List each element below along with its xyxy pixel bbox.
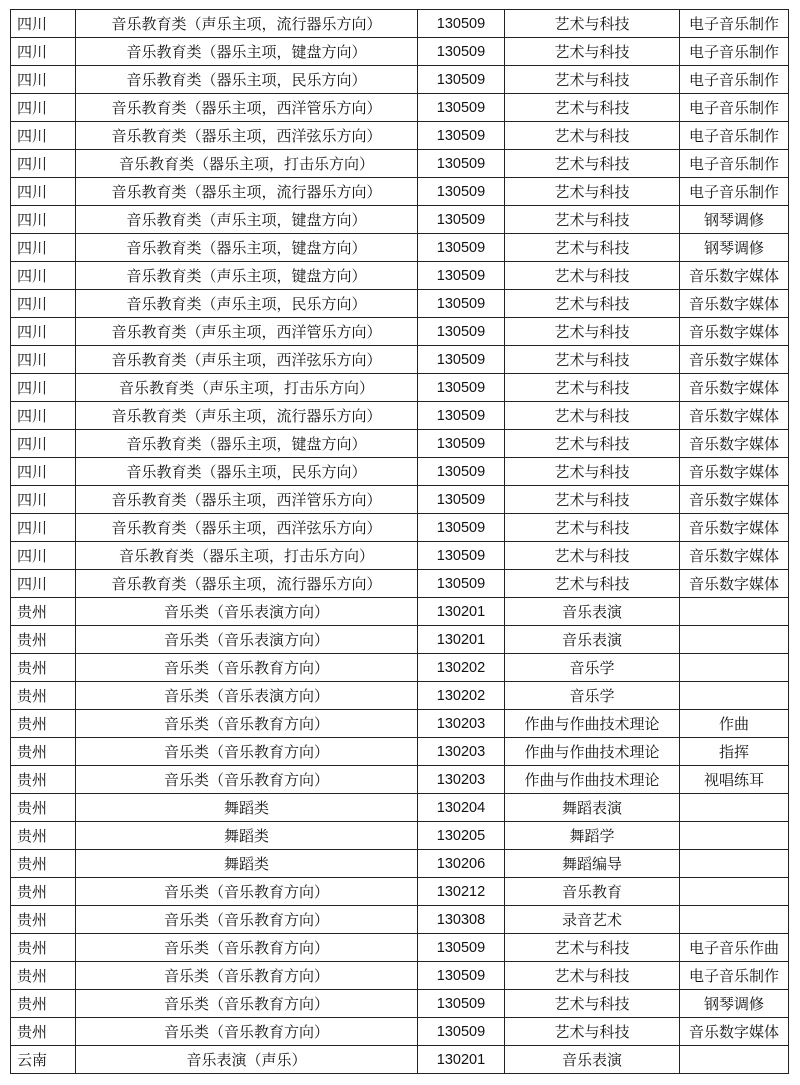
province-cell: 四川 <box>11 122 76 150</box>
province-cell: 四川 <box>11 38 76 66</box>
major-cell: 艺术与科技 <box>505 514 680 542</box>
table-row <box>11 738 789 766</box>
table-row <box>11 794 789 822</box>
table-row <box>11 66 789 94</box>
category-cell: 音乐类（音乐教育方向） <box>76 990 418 1018</box>
province-cell: 贵州 <box>11 710 76 738</box>
province-cell: 贵州 <box>11 850 76 878</box>
code-cell: 130509 <box>418 374 505 402</box>
code-cell: 130509 <box>418 514 505 542</box>
direction-cell: 视唱练耳 <box>680 766 789 794</box>
code-cell: 130509 <box>418 150 505 178</box>
province-cell: 贵州 <box>11 822 76 850</box>
category-cell: 音乐教育类（声乐主项，西洋弦乐方向） <box>76 346 418 374</box>
major-cell: 艺术与科技 <box>505 542 680 570</box>
table-row <box>11 318 789 346</box>
table-row <box>11 822 789 850</box>
table-row <box>11 570 789 598</box>
table-row <box>11 10 789 38</box>
table-row <box>11 234 789 262</box>
category-cell: 音乐教育类（器乐主项，打击乐方向） <box>76 542 418 570</box>
code-cell: 130509 <box>418 402 505 430</box>
table-row <box>11 290 789 318</box>
major-cell: 艺术与科技 <box>505 122 680 150</box>
major-cell: 作曲与作曲技术理论 <box>505 766 680 794</box>
category-cell: 音乐教育类（声乐主项，键盘方向） <box>76 262 418 290</box>
code-cell: 130203 <box>418 766 505 794</box>
category-cell: 音乐教育类（声乐主项，民乐方向） <box>76 290 418 318</box>
province-cell: 贵州 <box>11 794 76 822</box>
province-cell: 四川 <box>11 374 76 402</box>
code-cell: 130203 <box>418 710 505 738</box>
province-cell: 贵州 <box>11 738 76 766</box>
table-row <box>11 766 789 794</box>
code-cell: 130201 <box>418 1046 505 1074</box>
code-cell: 130509 <box>418 122 505 150</box>
province-cell: 四川 <box>11 542 76 570</box>
category-cell: 音乐教育类（器乐主项，民乐方向） <box>76 458 418 486</box>
major-cell: 作曲与作曲技术理论 <box>505 738 680 766</box>
direction-cell <box>680 822 789 850</box>
code-cell: 130212 <box>418 878 505 906</box>
code-cell: 130509 <box>418 38 505 66</box>
major-cell: 艺术与科技 <box>505 94 680 122</box>
major-cell: 艺术与科技 <box>505 570 680 598</box>
major-cell: 艺术与科技 <box>505 150 680 178</box>
direction-cell: 音乐数字媒体 <box>680 514 789 542</box>
category-cell: 音乐类（音乐教育方向） <box>76 738 418 766</box>
category-cell: 音乐类（音乐教育方向） <box>76 906 418 934</box>
table-row <box>11 598 789 626</box>
province-cell: 贵州 <box>11 962 76 990</box>
major-cell: 艺术与科技 <box>505 66 680 94</box>
province-cell: 贵州 <box>11 1018 76 1046</box>
category-cell: 音乐教育类（器乐主项，西洋弦乐方向） <box>76 122 418 150</box>
category-cell: 舞蹈类 <box>76 794 418 822</box>
direction-cell: 音乐数字媒体 <box>680 402 789 430</box>
table-row <box>11 206 789 234</box>
major-cell: 艺术与科技 <box>505 38 680 66</box>
direction-cell: 电子音乐制作 <box>680 38 789 66</box>
direction-cell: 音乐数字媒体 <box>680 262 789 290</box>
code-cell: 130201 <box>418 626 505 654</box>
code-cell: 130509 <box>418 486 505 514</box>
category-cell: 音乐教育类（声乐主项，流行器乐方向） <box>76 402 418 430</box>
code-cell: 130509 <box>418 66 505 94</box>
direction-cell: 电子音乐制作 <box>680 10 789 38</box>
table-row <box>11 710 789 738</box>
major-cell: 作曲与作曲技术理论 <box>505 710 680 738</box>
direction-cell: 指挥 <box>680 738 789 766</box>
province-cell: 四川 <box>11 10 76 38</box>
category-cell: 音乐类（音乐教育方向） <box>76 710 418 738</box>
category-cell: 音乐类（音乐教育方向） <box>76 1018 418 1046</box>
direction-cell: 音乐数字媒体 <box>680 570 789 598</box>
admissions-table <box>10 9 789 1074</box>
direction-cell <box>680 906 789 934</box>
code-cell: 130509 <box>418 934 505 962</box>
direction-cell: 音乐数字媒体 <box>680 486 789 514</box>
direction-cell: 电子音乐制作 <box>680 66 789 94</box>
direction-cell: 音乐数字媒体 <box>680 430 789 458</box>
major-cell: 录音艺术 <box>505 906 680 934</box>
category-cell: 音乐类（音乐教育方向） <box>76 878 418 906</box>
province-cell: 贵州 <box>11 766 76 794</box>
category-cell: 音乐表演（声乐） <box>76 1046 418 1074</box>
direction-cell <box>680 1046 789 1074</box>
table-row <box>11 514 789 542</box>
table-row <box>11 906 789 934</box>
major-cell: 艺术与科技 <box>505 10 680 38</box>
category-cell: 舞蹈类 <box>76 822 418 850</box>
province-cell: 四川 <box>11 402 76 430</box>
province-cell: 四川 <box>11 346 76 374</box>
province-cell: 四川 <box>11 150 76 178</box>
category-cell: 音乐教育类（器乐主项，民乐方向） <box>76 66 418 94</box>
major-cell: 艺术与科技 <box>505 990 680 1018</box>
province-cell: 四川 <box>11 570 76 598</box>
table-row <box>11 346 789 374</box>
major-cell: 舞蹈学 <box>505 822 680 850</box>
direction-cell: 音乐数字媒体 <box>680 458 789 486</box>
direction-cell: 电子音乐制作 <box>680 150 789 178</box>
direction-cell: 音乐数字媒体 <box>680 374 789 402</box>
major-cell: 音乐学 <box>505 654 680 682</box>
category-cell: 音乐类（音乐表演方向） <box>76 598 418 626</box>
major-cell: 艺术与科技 <box>505 962 680 990</box>
code-cell: 130509 <box>418 10 505 38</box>
code-cell: 130509 <box>418 178 505 206</box>
table-row <box>11 934 789 962</box>
province-cell: 四川 <box>11 262 76 290</box>
province-cell: 贵州 <box>11 878 76 906</box>
province-cell: 四川 <box>11 430 76 458</box>
province-cell: 四川 <box>11 66 76 94</box>
major-cell: 音乐表演 <box>505 626 680 654</box>
code-cell: 130509 <box>418 962 505 990</box>
direction-cell: 音乐数字媒体 <box>680 1018 789 1046</box>
major-cell: 音乐表演 <box>505 1046 680 1074</box>
category-cell: 音乐教育类（器乐主项，西洋弦乐方向） <box>76 514 418 542</box>
code-cell: 130205 <box>418 822 505 850</box>
province-cell: 云南 <box>11 1046 76 1074</box>
province-cell: 四川 <box>11 290 76 318</box>
code-cell: 130509 <box>418 290 505 318</box>
table-row <box>11 430 789 458</box>
direction-cell <box>680 850 789 878</box>
code-cell: 130202 <box>418 654 505 682</box>
direction-cell: 电子音乐制作 <box>680 94 789 122</box>
code-cell: 130509 <box>418 346 505 374</box>
major-cell: 艺术与科技 <box>505 262 680 290</box>
direction-cell: 音乐数字媒体 <box>680 542 789 570</box>
major-cell: 艺术与科技 <box>505 486 680 514</box>
major-cell: 艺术与科技 <box>505 234 680 262</box>
category-cell: 音乐教育类（声乐主项，键盘方向） <box>76 206 418 234</box>
table-row <box>11 626 789 654</box>
direction-cell: 电子音乐制作 <box>680 122 789 150</box>
direction-cell <box>680 654 789 682</box>
table-row <box>11 654 789 682</box>
major-cell: 艺术与科技 <box>505 934 680 962</box>
province-cell: 贵州 <box>11 598 76 626</box>
table-row <box>11 990 789 1018</box>
code-cell: 130509 <box>418 990 505 1018</box>
category-cell: 音乐教育类（器乐主项，西洋管乐方向） <box>76 94 418 122</box>
table-row <box>11 486 789 514</box>
table-row <box>11 402 789 430</box>
code-cell: 130202 <box>418 682 505 710</box>
major-cell: 舞蹈表演 <box>505 794 680 822</box>
direction-cell <box>680 598 789 626</box>
code-cell: 130509 <box>418 458 505 486</box>
province-cell: 四川 <box>11 514 76 542</box>
code-cell: 130308 <box>418 906 505 934</box>
code-cell: 130509 <box>418 542 505 570</box>
major-cell: 艺术与科技 <box>505 458 680 486</box>
province-cell: 四川 <box>11 94 76 122</box>
category-cell: 音乐教育类（器乐主项，键盘方向） <box>76 430 418 458</box>
category-cell: 音乐类（音乐表演方向） <box>76 626 418 654</box>
category-cell: 音乐类（音乐表演方向） <box>76 682 418 710</box>
province-cell: 贵州 <box>11 654 76 682</box>
direction-cell <box>680 682 789 710</box>
major-cell: 舞蹈编导 <box>505 850 680 878</box>
code-cell: 130201 <box>418 598 505 626</box>
code-cell: 130509 <box>418 430 505 458</box>
code-cell: 130509 <box>418 94 505 122</box>
major-cell: 音乐教育 <box>505 878 680 906</box>
category-cell: 音乐类（音乐教育方向） <box>76 654 418 682</box>
province-cell: 四川 <box>11 318 76 346</box>
table-row <box>11 150 789 178</box>
table-row <box>11 38 789 66</box>
table-row <box>11 122 789 150</box>
province-cell: 四川 <box>11 486 76 514</box>
table-row <box>11 94 789 122</box>
major-cell: 艺术与科技 <box>505 318 680 346</box>
major-cell: 艺术与科技 <box>505 374 680 402</box>
direction-cell <box>680 794 789 822</box>
direction-cell: 作曲 <box>680 710 789 738</box>
direction-cell: 电子音乐制作 <box>680 962 789 990</box>
direction-cell: 电子音乐制作 <box>680 178 789 206</box>
category-cell: 音乐类（音乐教育方向） <box>76 962 418 990</box>
category-cell: 音乐教育类（声乐主项，打击乐方向） <box>76 374 418 402</box>
province-cell: 贵州 <box>11 934 76 962</box>
direction-cell: 音乐数字媒体 <box>680 346 789 374</box>
table-row <box>11 962 789 990</box>
code-cell: 130509 <box>418 1018 505 1046</box>
table-body <box>11 10 789 1074</box>
category-cell: 音乐教育类（器乐主项，西洋管乐方向） <box>76 486 418 514</box>
province-cell: 贵州 <box>11 990 76 1018</box>
table-row <box>11 850 789 878</box>
category-cell: 音乐教育类（器乐主项，打击乐方向） <box>76 150 418 178</box>
code-cell: 130204 <box>418 794 505 822</box>
table-row <box>11 1046 789 1074</box>
category-cell: 舞蹈类 <box>76 850 418 878</box>
province-cell: 贵州 <box>11 906 76 934</box>
major-cell: 音乐表演 <box>505 598 680 626</box>
major-cell: 艺术与科技 <box>505 206 680 234</box>
table-row <box>11 262 789 290</box>
category-cell: 音乐类（音乐教育方向） <box>76 934 418 962</box>
province-cell: 四川 <box>11 234 76 262</box>
code-cell: 130509 <box>418 262 505 290</box>
major-cell: 艺术与科技 <box>505 346 680 374</box>
category-cell: 音乐教育类（声乐主项，流行器乐方向） <box>76 10 418 38</box>
table-row <box>11 1018 789 1046</box>
province-cell: 四川 <box>11 206 76 234</box>
direction-cell <box>680 878 789 906</box>
major-cell: 艺术与科技 <box>505 402 680 430</box>
category-cell: 音乐教育类（器乐主项，键盘方向） <box>76 38 418 66</box>
direction-cell: 音乐数字媒体 <box>680 318 789 346</box>
code-cell: 130206 <box>418 850 505 878</box>
direction-cell: 钢琴调修 <box>680 990 789 1018</box>
table-row <box>11 374 789 402</box>
code-cell: 130509 <box>418 570 505 598</box>
province-cell: 四川 <box>11 458 76 486</box>
direction-cell: 音乐数字媒体 <box>680 290 789 318</box>
category-cell: 音乐类（音乐教育方向） <box>76 766 418 794</box>
table-row <box>11 178 789 206</box>
code-cell: 130509 <box>418 234 505 262</box>
table-row <box>11 542 789 570</box>
category-cell: 音乐教育类（器乐主项，流行器乐方向） <box>76 570 418 598</box>
major-cell: 艺术与科技 <box>505 178 680 206</box>
table-row <box>11 878 789 906</box>
major-cell: 艺术与科技 <box>505 430 680 458</box>
province-cell: 贵州 <box>11 682 76 710</box>
code-cell: 130203 <box>418 738 505 766</box>
code-cell: 130509 <box>418 318 505 346</box>
major-cell: 艺术与科技 <box>505 1018 680 1046</box>
category-cell: 音乐教育类（器乐主项，流行器乐方向） <box>76 178 418 206</box>
major-cell: 音乐学 <box>505 682 680 710</box>
category-cell: 音乐教育类（器乐主项，键盘方向） <box>76 234 418 262</box>
direction-cell: 电子音乐作曲 <box>680 934 789 962</box>
major-cell: 艺术与科技 <box>505 290 680 318</box>
province-cell: 四川 <box>11 178 76 206</box>
category-cell: 音乐教育类（声乐主项，西洋管乐方向） <box>76 318 418 346</box>
direction-cell: 钢琴调修 <box>680 234 789 262</box>
code-cell: 130509 <box>418 206 505 234</box>
table-row <box>11 682 789 710</box>
direction-cell: 钢琴调修 <box>680 206 789 234</box>
province-cell: 贵州 <box>11 626 76 654</box>
table-row <box>11 458 789 486</box>
direction-cell <box>680 626 789 654</box>
